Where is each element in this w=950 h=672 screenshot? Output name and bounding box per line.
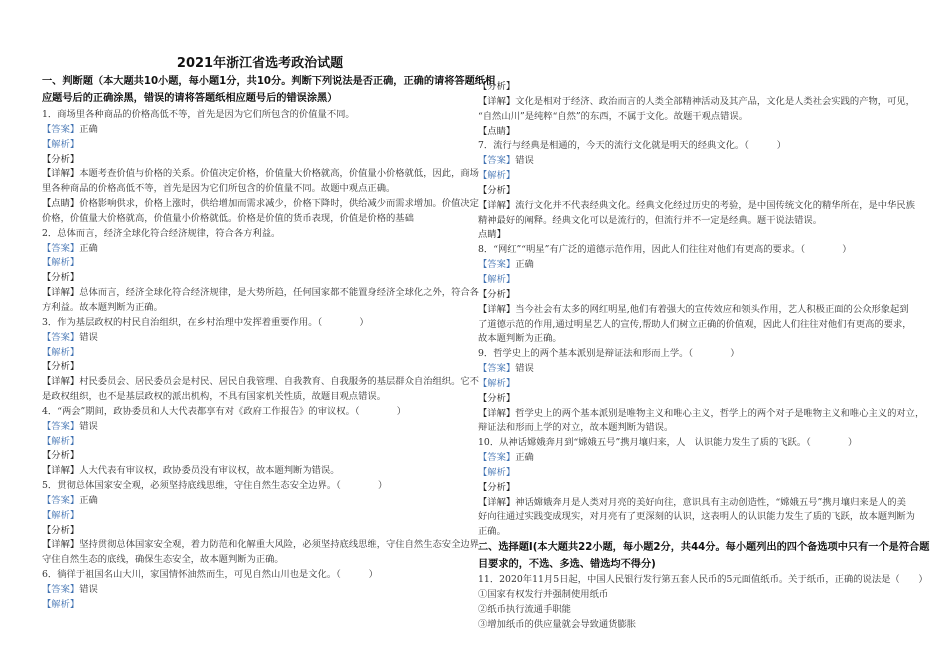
section-heading-line: 一、判断题（本大题共10小题，每小题1分，共10分。判断下列说法是否正确，正确的请将答题纸相 bbox=[42, 76, 496, 87]
section-label-line bbox=[478, 125, 918, 140]
section-label-line bbox=[478, 481, 918, 496]
answer-label-line bbox=[478, 258, 918, 273]
section-label-line bbox=[478, 303, 918, 318]
section-label-line bbox=[478, 228, 918, 243]
left-column bbox=[42, 108, 489, 613]
text-line: 正确。 bbox=[478, 526, 506, 538]
answer-label-line bbox=[42, 331, 482, 346]
bracket-label: 【分析】 bbox=[42, 524, 80, 536]
bracket-label: 【详解】 bbox=[42, 376, 80, 388]
bracket-label: 【解析】 bbox=[42, 509, 80, 521]
text-line: 是政权组织，也不是基层政权的派出机构，不具有国家机关性质，故题目观点错误。 bbox=[42, 391, 386, 403]
section-label-line bbox=[42, 464, 482, 479]
section-label-line bbox=[478, 80, 918, 95]
bracket-label: 【答案】 bbox=[42, 420, 80, 432]
section-label-line bbox=[478, 392, 918, 407]
answer-label-line bbox=[42, 123, 482, 138]
label-content: 当今社会有太多的网红明星,他们有着强大的宣传效应和领头作用，艺人积极正面的公众形象起到 bbox=[515, 303, 909, 315]
text-line: 里各种商品的价格高低不等，首先是因为它们所包含的价值量不同。故题中观点正确。 bbox=[42, 183, 396, 195]
text-line: 5．贯彻总体国家安全观，必须坚持底线思维，守住自然生态安全边界。（ ） bbox=[42, 480, 388, 492]
section-label-line bbox=[42, 197, 482, 212]
bracket-label: 【解析】 bbox=[478, 377, 516, 389]
answer-label-line bbox=[478, 377, 918, 392]
text-line: 3．作为基层政权的村民自治组织，在乡村治理中发挥着重要作用。（ ） bbox=[42, 316, 369, 328]
section-label-line bbox=[478, 199, 918, 214]
bracket-label: 【详解】 bbox=[42, 168, 80, 180]
text-line: ②纸币执行流通手职能 bbox=[478, 603, 571, 615]
bracket-label: 【答案】 bbox=[478, 259, 516, 271]
text-line: 11．2020年11月5日起，中国人民银行发行第五套人民币的5元面值纸币。关于纸币，正确的说法是（ ） bbox=[478, 574, 928, 586]
page-title: 2021年浙江省选考政治试题 bbox=[176, 56, 344, 71]
bracket-label: 【答案】 bbox=[478, 155, 516, 167]
text-line: 6．徜徉于祖国名山大川，家国情怀油然而生，可见自然山川也是文化。（ ） bbox=[42, 569, 378, 581]
section-label-line bbox=[42, 153, 482, 168]
bracket-label: 【详解】 bbox=[42, 287, 80, 299]
text-line: ③增加纸币的供应量就会导致通货膨胀 bbox=[478, 618, 637, 630]
section-heading-line: 二、选择题Ⅰ(本大题共22小题，每小题2分，共44分。每小题列出的四个备选项中只有一个是符合题 bbox=[478, 542, 930, 554]
bracket-label: 【答案】 bbox=[42, 494, 80, 506]
label-content: 坚持贯彻总体国家安全观，着力防范和化解重大风险，必须坚持底线思维，守住自然生态安全边界， bbox=[79, 539, 489, 551]
section-heading-line: 应题号后的正确涂黑，错误的请将答题纸相应题号后的错误涂黑） bbox=[42, 92, 338, 104]
bracket-label: 【解析】 bbox=[478, 466, 516, 478]
section-label-line bbox=[42, 524, 482, 539]
section-label-line bbox=[478, 95, 918, 110]
text-line: 了道德示范的作用,通过明星艺人的宣传,帮助人们树立正确的价值观，因此人们往往对他们有更高的要求， bbox=[478, 318, 912, 330]
bracket-label: 【详解】 bbox=[478, 199, 516, 211]
label-content: 本题考查价值与价格的关系。价值决定价格，价值量大价格就高，价值量小价格就低，因此，商场 bbox=[79, 168, 479, 180]
bracket-label: 【详解】 bbox=[478, 303, 516, 315]
text-line: 精神最好的阐释。经典文化可以是流行的，但流行并不一定是经典。题干说法错误。 bbox=[478, 214, 822, 226]
bracket-label: 【分析】 bbox=[478, 288, 516, 300]
label-content: 错误 bbox=[79, 331, 98, 343]
bracket-label: 【详解】 bbox=[42, 465, 80, 477]
bracket-label: 【答案】 bbox=[42, 331, 80, 343]
label-content: 总体而言，经济全球化符合经济规律，是大势所趋，任何国家都不能置身经济全球化之外，符合各 bbox=[79, 287, 479, 299]
label-content: 神话嫦娥奔月是人类对月亮的美好向往，意识具有主动创造性，“嫦娥五号”携月壤归来是人的美 bbox=[515, 496, 906, 508]
answer-label-line bbox=[478, 451, 918, 466]
answer-label-line bbox=[478, 362, 918, 377]
section-label-line bbox=[478, 288, 918, 303]
text-line: 7．流行与经典是相通的，今天的流行文化就是明天的经典文化。（ ） bbox=[478, 140, 787, 152]
text-line: 故本题判断为正确。 bbox=[478, 333, 562, 345]
label-content: 正确 bbox=[515, 452, 534, 464]
text-line: 价格，价值量大价格就高，价值量小价格就低。价格是价值的货币表现，价值是价格的基础 bbox=[42, 212, 414, 224]
text-line: 10．从神话嫦娥奔月到“嫦娥五号”携月壤归来，人 认识能力发生了质的飞跃。（ ） bbox=[478, 437, 858, 449]
text-line: 2．总体而言，经济全球化符合经济规律，符合各方利益。 bbox=[42, 227, 281, 239]
label-content: 错误 bbox=[515, 363, 534, 375]
bracket-label: 【答案】 bbox=[478, 452, 516, 464]
bracket-label: 【分析】 bbox=[478, 184, 516, 196]
section-label-line bbox=[478, 184, 918, 199]
label-content: 错误 bbox=[515, 155, 534, 167]
label-content: 村民委员会、居民委员会是村民、居民自我管理、自我教育、自我服务的基层群众自治组织。它不 bbox=[79, 376, 479, 388]
bracket-label: 【分析】 bbox=[42, 272, 80, 284]
bracket-label: 【详解】 bbox=[478, 496, 516, 508]
section-heading-judgment bbox=[42, 74, 495, 107]
answer-label-line bbox=[42, 494, 482, 509]
label-content: 错误 bbox=[79, 420, 98, 432]
answer-label-line bbox=[42, 583, 482, 598]
text-line: 4．“两会”期间，政协委员和人大代表都享有对《政府工作报告》的审议权。（ ） bbox=[42, 405, 407, 417]
section-label-line bbox=[42, 167, 482, 182]
answer-label-line bbox=[478, 169, 918, 184]
answer-label-line bbox=[42, 256, 482, 271]
label-content: 错误 bbox=[79, 584, 98, 595]
text-line: 1．商场里各种商品的价格高低不等，首先是因为它们所包含的价值量不同。 bbox=[42, 109, 355, 120]
answer-label-line bbox=[478, 273, 918, 288]
text-line: 辩证法和形而上学的对立，故本题判断为错误。 bbox=[478, 422, 674, 434]
answer-label-line bbox=[42, 242, 482, 257]
label-content: 正确 bbox=[79, 123, 98, 135]
section-label-line bbox=[42, 375, 482, 390]
label-content: 正确 bbox=[515, 259, 534, 271]
bracket-label: 【解析】 bbox=[42, 257, 80, 269]
bracket-label: 【解析】 bbox=[42, 138, 80, 150]
bracket-label: 【分析】 bbox=[42, 450, 80, 462]
text-line: 8．“网红”“明星”有广泛的道德示范作用，因此人们往往对他们有更高的要求。（ ） bbox=[478, 244, 852, 256]
bracket-label: 【分析】 bbox=[478, 392, 516, 404]
bracket-label: 【分析】 bbox=[478, 81, 516, 92]
section-heading-line: 目要求的，不选、多选、错选均不得分) bbox=[478, 558, 656, 570]
answer-label-line bbox=[478, 154, 918, 169]
label-content: 价格影响供求，价格上涨时，供给增加而需求减少，价格下降时，供给减少而需求增加。价值决定 bbox=[79, 198, 479, 210]
bracket-label: 【解析】 bbox=[42, 346, 80, 358]
answer-label-line bbox=[42, 598, 482, 613]
answer-label-line bbox=[42, 420, 482, 435]
bracket-label: 点睛】 bbox=[478, 229, 506, 241]
bracket-label: 【答案】 bbox=[478, 363, 516, 375]
answer-label-line bbox=[42, 138, 482, 153]
bracket-label: 【详解】 bbox=[478, 407, 516, 419]
text-line: 9．哲学史上的两个基本派别是辩证法和形而上学。（ ） bbox=[478, 348, 740, 360]
label-content: 人大代表有审议权，政协委员没有审议权，故本题判断为错误。 bbox=[79, 465, 340, 477]
label-content: 文化是相对于经济、政治而言的人类全部精神活动及其产品，文化是人类社会实践的产物，可见， bbox=[515, 95, 915, 107]
bracket-label: 【详解】 bbox=[478, 95, 516, 107]
bracket-label: 【答案】 bbox=[42, 584, 80, 595]
bracket-label: 【解析】 bbox=[42, 598, 80, 610]
answer-label-line bbox=[42, 346, 482, 361]
section-label-line bbox=[42, 449, 482, 464]
text-line: “自然山川”是纯粹“自然”的东西，不属于文化。故题干观点错误。 bbox=[478, 110, 749, 122]
bracket-label: 【解析】 bbox=[478, 273, 516, 285]
bracket-label: 【答案】 bbox=[42, 242, 80, 254]
section-label-line bbox=[478, 496, 918, 511]
text-line: 方利益。故本题判断为正确。 bbox=[42, 301, 163, 313]
text-line: ①国家有权发行并强制使用纸币 bbox=[478, 589, 609, 600]
bracket-label: 【分析】 bbox=[42, 361, 80, 373]
bracket-label: 【点睛】 bbox=[42, 198, 80, 210]
answer-label-line bbox=[478, 466, 918, 481]
section-label-line bbox=[42, 271, 482, 286]
answer-label-line bbox=[42, 435, 482, 450]
bracket-label: 【分析】 bbox=[478, 481, 516, 493]
label-content: 正确 bbox=[79, 494, 98, 506]
bracket-label: 【解析】 bbox=[42, 435, 80, 447]
bracket-label: 【点睛】 bbox=[478, 125, 516, 137]
section-label-line bbox=[478, 407, 925, 422]
section-label-line bbox=[42, 538, 489, 553]
label-content: 哲学史上的两个基本派别是唯物主义和唯心主义，哲学上的两个对子是唯物主义和唯心主义的对立， bbox=[515, 407, 925, 419]
bracket-label: 【答案】 bbox=[42, 123, 80, 135]
text-line: 守住自然生态的底线，确保生态安全，故本题判断为正确。 bbox=[42, 554, 284, 566]
label-content: 流行文化并不代表经典文化。经典文化经过历史的考验，是中国传统文化的精华所在，是中华民族 bbox=[515, 199, 915, 211]
section-label-line bbox=[42, 286, 482, 301]
bracket-label: 【分析】 bbox=[42, 153, 80, 165]
section-label-line bbox=[42, 360, 482, 375]
bracket-label: 【解析】 bbox=[478, 170, 516, 182]
label-content: 正确 bbox=[79, 242, 98, 254]
bracket-label: 【详解】 bbox=[42, 539, 80, 551]
right-column bbox=[478, 80, 930, 633]
text-line: 好向往通过实践变成现实，对月亮有了更深刻的认识，这表明人的认识能力发生了质的飞跃，故本题判断为 bbox=[478, 511, 915, 523]
answer-label-line bbox=[42, 509, 482, 524]
